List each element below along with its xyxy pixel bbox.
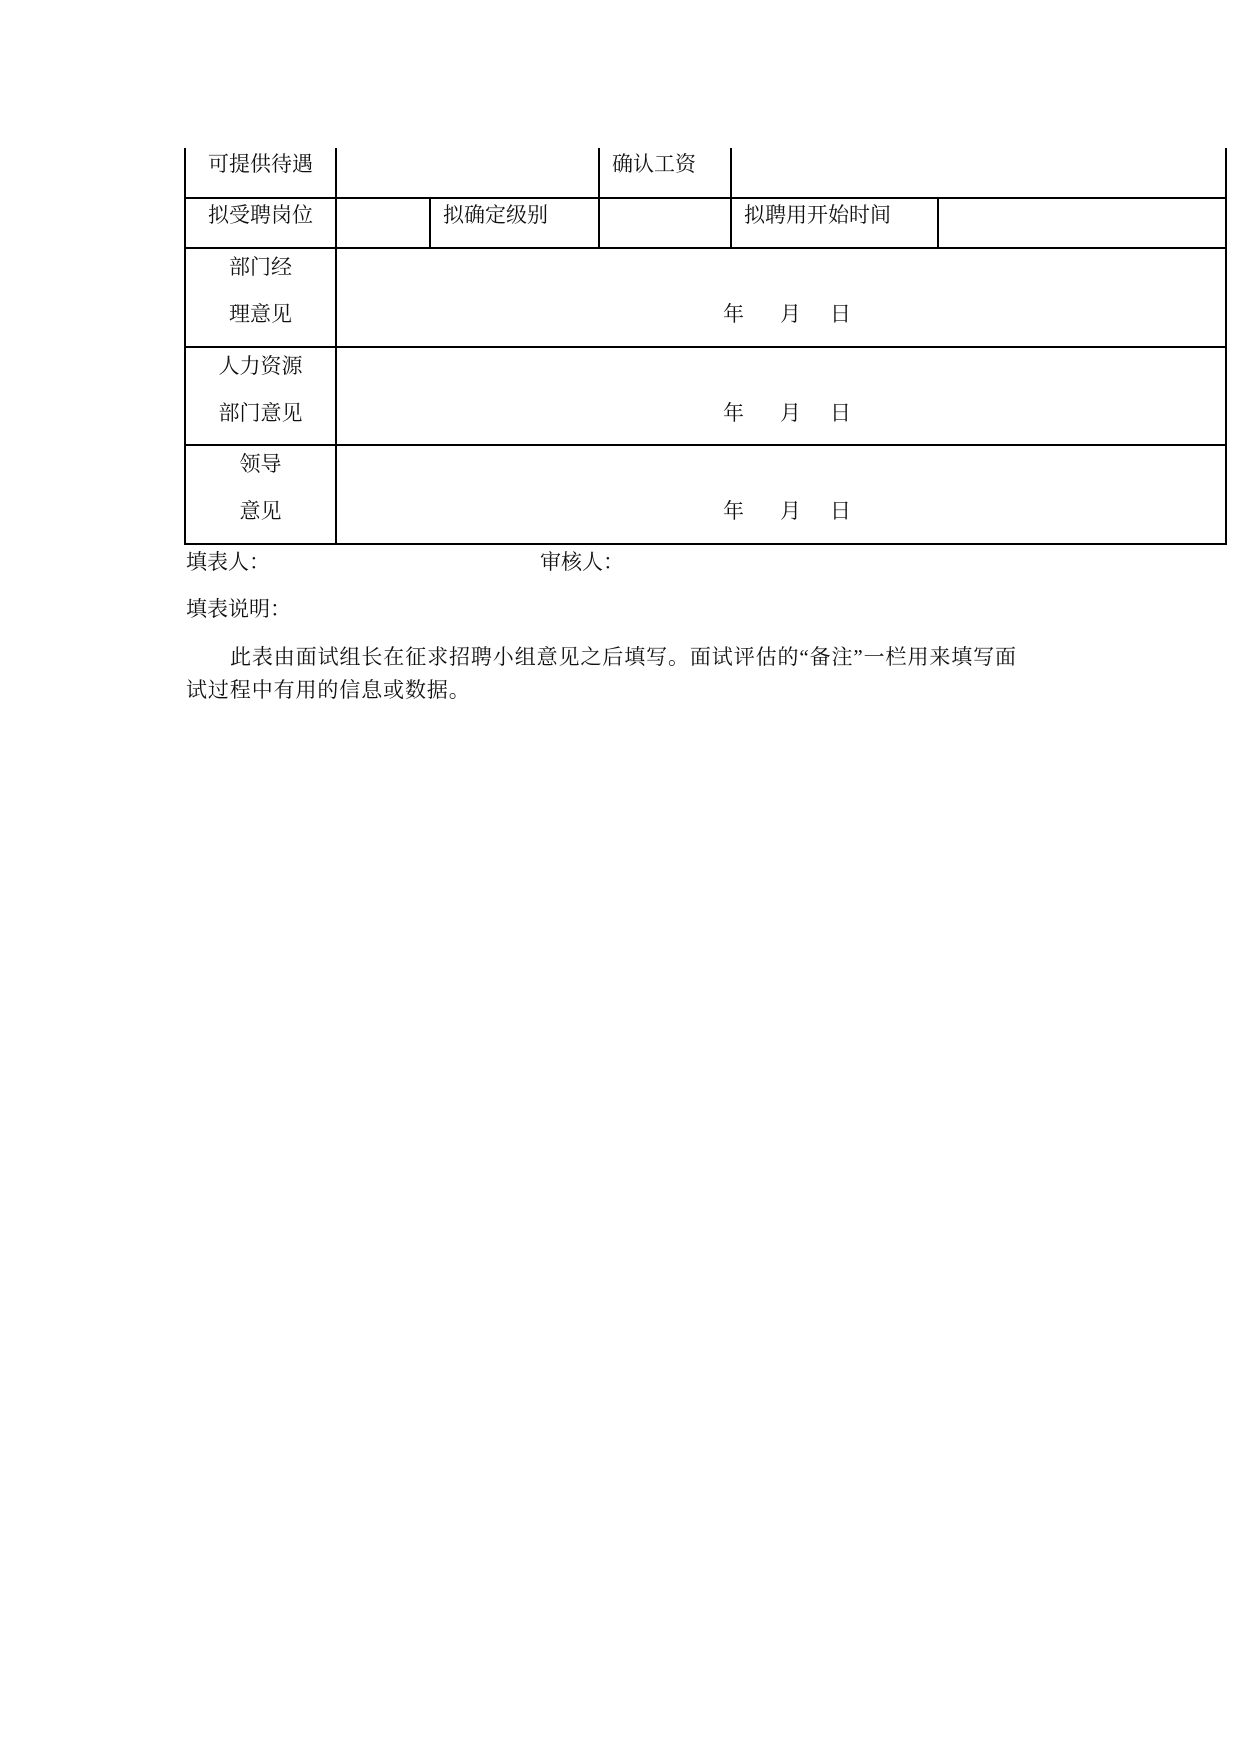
opinion-label-line1: 领导 — [239, 452, 282, 476]
date-year-label: 年 — [723, 302, 744, 326]
dept-manager-opinion-cell — [336, 248, 1226, 347]
row-hr-opinion — [185, 347, 1226, 445]
opinion-label-line2: 部门意见 — [218, 401, 303, 425]
opinion-label-line1: 部门经 — [229, 255, 292, 279]
opinion-label-line2: 意见 — [239, 499, 282, 523]
start-time-label: 拟聘用开始时间 — [731, 198, 938, 248]
treatment-label: 可提供待遇 — [185, 148, 336, 198]
level-label: 拟确定级别 — [430, 198, 599, 248]
row-position — [185, 198, 1226, 248]
row-dept-manager-opinion — [185, 248, 1226, 347]
instructions-line: 此表由面试组长在征求招聘小组意见之后填写。面试评估的“备注”一栏用来填写面 — [230, 645, 1017, 669]
leader-opinion-cell — [336, 445, 1226, 544]
opinion-content — [337, 446, 1225, 540]
hr-opinion-label — [185, 347, 336, 445]
date-month-label: 月 — [780, 302, 801, 326]
confirm-salary-label: 确认工资 — [599, 148, 731, 198]
date-day-label: 日 — [830, 499, 851, 523]
opinion-content — [337, 249, 1225, 343]
date-day-label: 日 — [830, 302, 851, 326]
filler-label: 填表人： — [186, 550, 270, 574]
dept-manager-opinion-label — [185, 248, 336, 347]
evaluation-form-table — [184, 148, 1227, 545]
date-month-label: 月 — [780, 499, 801, 523]
date-year-label: 年 — [723, 499, 744, 523]
start-time-value-cell — [938, 198, 1226, 248]
date-day-label: 日 — [830, 401, 851, 425]
row-treatment — [185, 148, 1226, 198]
level-value-cell — [599, 198, 731, 248]
instructions-paragraph — [186, 641, 1186, 707]
instructions-line: 试过程中有用的信息或数据。 — [186, 678, 471, 702]
opinion-label-line1: 人力资源 — [218, 354, 303, 378]
treatment-value-cell — [336, 148, 599, 198]
row-leader-opinion — [185, 445, 1226, 544]
hr-opinion-cell — [336, 347, 1226, 445]
position-value-cell — [336, 198, 430, 248]
date-year-label: 年 — [723, 401, 744, 425]
opinion-label-line2: 理意见 — [229, 302, 292, 326]
opinion-content — [337, 348, 1225, 442]
confirm-salary-value-cell — [731, 148, 1226, 198]
leader-opinion-label — [185, 445, 336, 544]
date-month-label: 月 — [780, 401, 801, 425]
position-label: 拟受聘岗位 — [185, 198, 336, 248]
reviewer-label: 审核人： — [540, 550, 624, 574]
instructions-title: 填表说明： — [186, 597, 291, 621]
